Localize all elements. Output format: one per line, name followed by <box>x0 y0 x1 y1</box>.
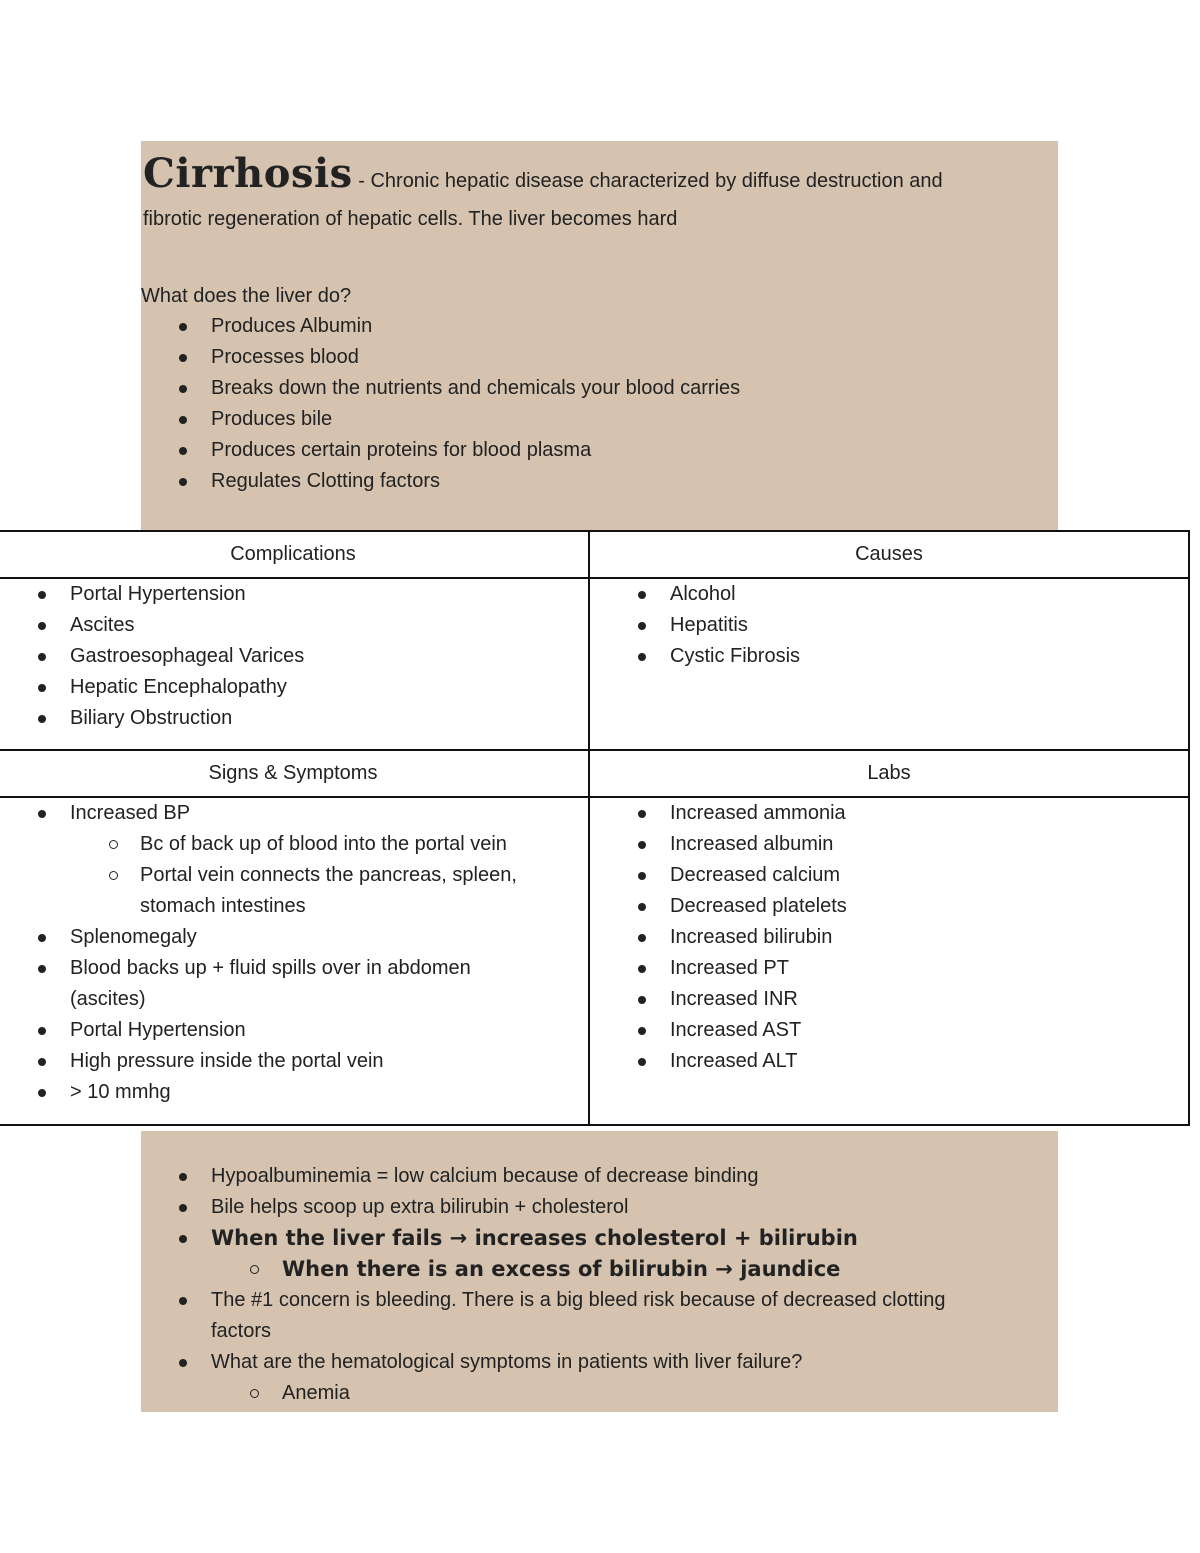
list-item-text: Produces certain proteins for blood plasma <box>211 439 592 461</box>
list-item <box>670 1015 1188 1046</box>
list-item-text: Increased bilirubin <box>670 926 833 948</box>
list-item-text: Gastroesophageal Varices <box>70 645 305 667</box>
bullet-icon <box>638 934 646 942</box>
list-item <box>70 641 588 672</box>
list-item <box>70 579 588 610</box>
bullet-icon <box>638 1027 646 1035</box>
labs-header: Labs <box>589 750 1189 797</box>
bullet-icon <box>179 478 187 486</box>
list-item-text: Processes blood <box>211 346 359 368</box>
list-item-text: Increased AST <box>670 1019 802 1041</box>
bullet-icon <box>38 653 46 661</box>
bullet-icon <box>638 903 646 911</box>
hollow-bullet-icon <box>250 1265 259 1274</box>
bullet-icon <box>38 684 46 692</box>
sub-list-item <box>282 1254 1031 1285</box>
list-item <box>70 1015 580 1046</box>
bullet-icon <box>38 622 46 630</box>
bullet-icon <box>38 1058 46 1066</box>
list-item-text: Hypoalbuminemia = low calcium because of decrease binding <box>211 1165 759 1187</box>
list-item <box>70 953 550 1015</box>
list-item-text: Increased albumin <box>670 833 834 855</box>
bullet-icon <box>638 1058 646 1066</box>
bullet-icon <box>179 1297 187 1305</box>
list-item <box>70 672 588 703</box>
signs-list <box>70 798 580 1108</box>
complications-cell <box>0 578 589 750</box>
list-item-text: Bc of back up of blood into the portal vein <box>140 833 507 855</box>
liver-functions-list <box>211 311 1031 497</box>
list-item-text: When the liver fails → increases cholesterol + bilirubin <box>211 1226 858 1250</box>
hollow-bullet-icon <box>109 871 118 880</box>
hollow-bullet-icon <box>109 840 118 849</box>
bullet-icon <box>38 934 46 942</box>
list-item-text: Portal Hypertension <box>70 1019 246 1041</box>
list-item <box>211 1347 1031 1378</box>
title-line <box>143 150 1055 205</box>
labs-list <box>670 798 1188 1077</box>
list-item <box>670 984 1188 1015</box>
list-item-text: Regulates Clotting factors <box>211 470 441 492</box>
definition-continuation: fibrotic regeneration of hepatic cells. The liver becomes hard <box>143 208 678 230</box>
list-item-text: Portal Hypertension <box>70 583 246 605</box>
bullet-icon <box>179 1204 187 1212</box>
list-item-text: Increased ALT <box>670 1050 798 1072</box>
signs-header: Signs & Symptoms <box>0 750 589 797</box>
complications-list <box>70 579 588 734</box>
list-item <box>670 829 1188 860</box>
bullet-icon <box>638 622 646 630</box>
sub-list-item <box>282 1378 1031 1409</box>
bullet-icon <box>179 1359 187 1367</box>
list-item <box>70 798 580 829</box>
bullet-icon <box>179 385 187 393</box>
bullet-icon <box>38 1089 46 1097</box>
list-item <box>70 922 580 953</box>
causes-list <box>670 579 1188 672</box>
list-item <box>211 404 1031 435</box>
list-item-text: Bile helps scoop up extra bilirubin + cholesterol <box>211 1196 629 1218</box>
cirrhosis-table <box>0 530 1190 1126</box>
bullet-icon <box>179 416 187 424</box>
list-item-text: Decreased calcium <box>670 864 841 886</box>
bullet-icon <box>38 591 46 599</box>
list-item-text: Portal vein connects the pancreas, spleen, stomach intestines <box>140 864 517 917</box>
list-item <box>670 798 1188 829</box>
liver-question: What does the liver do? <box>141 285 352 307</box>
list-item <box>211 373 1031 404</box>
list-item <box>670 922 1188 953</box>
list-item-text: Produces Albumin <box>211 315 373 337</box>
list-item-text: When there is an excess of bilirubin → jaundice <box>282 1257 841 1281</box>
bullet-icon <box>38 1027 46 1035</box>
bullet-icon <box>38 715 46 723</box>
list-item-text: Splenomegaly <box>70 926 197 948</box>
sub-list-item <box>140 860 520 922</box>
list-item <box>211 342 1031 373</box>
list-item <box>70 610 588 641</box>
list-item <box>70 703 588 734</box>
list-item-text: Blood backs up + fluid spills over in abdomen (ascites) <box>70 957 471 1010</box>
list-item-text: The #1 concern is bleeding. There is a big bleed risk because of decreased clotting factors <box>211 1289 946 1342</box>
list-item <box>670 891 1188 922</box>
bullet-icon <box>638 841 646 849</box>
list-item-text: Increased ammonia <box>670 802 846 824</box>
list-item-text: Hepatic Encephalopathy <box>70 676 287 698</box>
list-item <box>70 1077 580 1108</box>
list-item <box>670 579 1188 610</box>
list-item-text: Increased PT <box>670 957 789 979</box>
list-item <box>211 1223 1031 1254</box>
list-item-text: > 10 mmhg <box>70 1081 171 1103</box>
bullet-icon <box>638 996 646 1004</box>
hollow-bullet-icon <box>250 1389 259 1398</box>
list-item-text: Ascites <box>70 614 135 636</box>
list-item <box>211 466 1031 497</box>
list-item-text: Decreased platelets <box>670 895 847 917</box>
bullet-icon <box>638 810 646 818</box>
bullet-icon <box>38 965 46 973</box>
list-item-text: Breaks down the nutrients and chemicals your blood carries <box>211 377 741 399</box>
bullet-icon <box>638 872 646 880</box>
list-item <box>670 641 1188 672</box>
list-item-text: Cystic Fibrosis <box>670 645 801 667</box>
list-item <box>211 311 1031 342</box>
list-item <box>670 1046 1188 1077</box>
definition-text: - Chronic hepatic disease characterized by diffuse destruction and <box>352 170 943 192</box>
list-item <box>670 610 1188 641</box>
list-item-text: Increased BP <box>70 802 191 824</box>
list-item <box>211 1161 1031 1192</box>
list-item <box>670 860 1188 891</box>
bullet-icon <box>638 653 646 661</box>
bullet-icon <box>179 354 187 362</box>
list-item <box>211 1285 1011 1347</box>
bullet-icon <box>638 591 646 599</box>
list-item-text: High pressure inside the portal vein <box>70 1050 384 1072</box>
list-item-text: Produces bile <box>211 408 333 430</box>
list-item-text: Hepatitis <box>670 614 748 636</box>
list-item <box>211 1192 1031 1223</box>
complications-header: Complications <box>0 531 589 578</box>
list-item-text: Biliary Obstruction <box>70 707 233 729</box>
page-title: Cirrhosis <box>143 150 353 197</box>
bullet-icon <box>179 1235 187 1243</box>
list-item-text: Alcohol <box>670 583 736 605</box>
bullet-icon <box>179 323 187 331</box>
list-item-text: Increased INR <box>670 988 798 1010</box>
document-header <box>143 150 1055 233</box>
signs-cell <box>0 797 589 1125</box>
bullet-icon <box>179 447 187 455</box>
bullet-icon <box>179 1173 187 1181</box>
notes-list <box>211 1161 1031 1409</box>
list-item <box>670 953 1188 984</box>
list-item <box>70 1046 580 1077</box>
bullet-icon <box>638 965 646 973</box>
bullet-icon <box>38 810 46 818</box>
sub-list-item <box>140 829 580 860</box>
causes-header: Causes <box>589 531 1189 578</box>
list-item <box>211 435 1031 466</box>
list-item-text: Anemia <box>282 1382 350 1404</box>
list-item-text: What are the hematological symptoms in patients with liver failure? <box>211 1351 803 1373</box>
causes-cell <box>589 578 1189 750</box>
labs-cell <box>589 797 1189 1125</box>
